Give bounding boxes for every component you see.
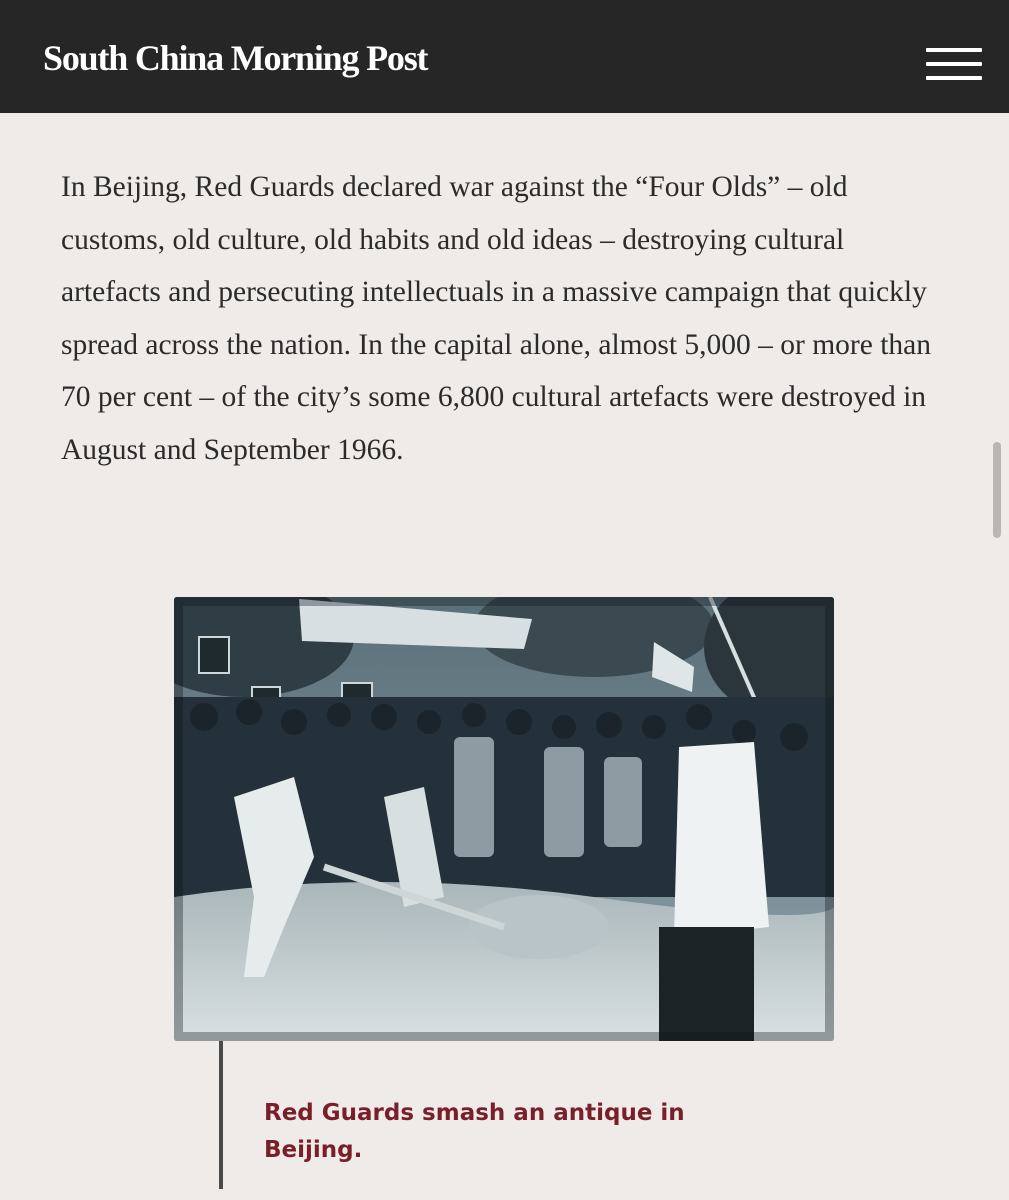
article-paragraph: In Beijing, Red Guards declared war against the “Four Olds” – old customs, old culture, old habits and old ideas – destroying cultural artefacts and persecuting intellectuals in a massive campaign that quickly spread across the nation. In the capital alone, almost 5,000 – or more than 70 per cent – of the city’s some 6,800 cultural artefacts were destroyed in August and September 1966. — [61, 171, 931, 466]
caption-rule — [219, 1041, 223, 1189]
hamburger-menu-icon[interactable] — [926, 48, 982, 82]
menu-bar-top — [926, 48, 982, 52]
menu-bar-middle — [926, 62, 982, 66]
site-header — [0, 0, 1009, 113]
article-photo — [174, 597, 834, 1041]
photo-caption: Red Guards smash an antique in Beijing. — [264, 1100, 685, 1163]
scrollbar-thumb[interactable] — [993, 442, 1001, 538]
menu-bar-bottom — [926, 76, 982, 80]
site-logo[interactable]: South China Morning Post — [43, 38, 428, 78]
photo-illustration — [174, 597, 834, 1041]
